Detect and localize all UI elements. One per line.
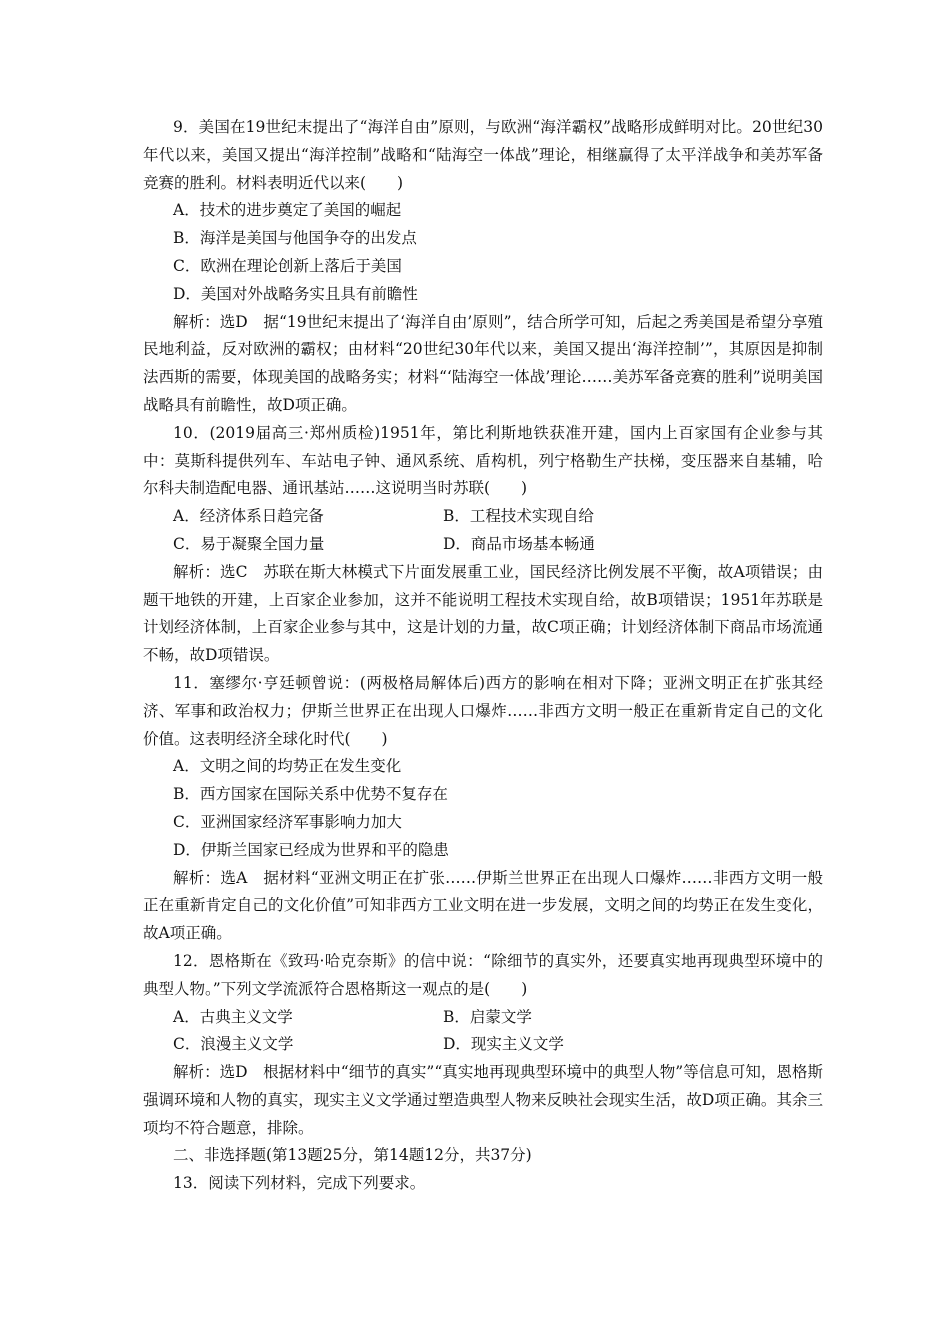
question-11-option-b: B．西方国家在国际关系中优势不复存在 <box>173 785 448 804</box>
document-page <box>143 114 823 1198</box>
question-12-options-row-1 <box>143 1004 823 1032</box>
section-2-heading: 二、非选择题(第13题25分，第14题12分，共37分) <box>173 1146 532 1165</box>
question-9-option-a: A．技术的进步奠定了美国的崛起 <box>173 201 402 220</box>
question-10-option-d: D．商品市场基本畅通 <box>443 534 595 553</box>
question-12-analysis: 解析：选D 根据材料中“细节的真实”“真实地再现典型环境中的典型人物”等信息可知，恩格斯强调环境和人物的真实，现实主义文学通过塑造典型人物来反映社会现实生活，故D项正确。其余三项均不符合题意，排除。 <box>143 1063 823 1137</box>
question-12-option-d: D．现实主义文学 <box>443 1035 564 1054</box>
question-11-option-c: C．亚洲国家经济军事影响力加大 <box>173 812 402 831</box>
question-9-stem: 9．美国在19世纪末提出了“海洋自由”原则，与欧洲“海洋霸权”战略形成鲜明对比。20世纪30年代以来，美国又提出“海洋控制”战略和“陆海空一体战”理论，相继赢得了太平洋战争和美苏军备竞赛的胜利。材料表明近代以来( ) <box>143 118 823 192</box>
question-9-analysis: 解析：选D 据“19世纪末提出了‘海洋自由’原则”，结合所学可知，后起之秀美国是希望分享殖民地利益，反对欧洲的霸权；由材料“20世纪30年代以来，美国又提出‘海洋控制’”，其原因是抑制法西斯的需要，体现美国的战略务实；材料“‘陆海空一体战’理论……美苏军备竞赛的胜利”说明美国战略具有前瞻性，故D项正确。 <box>143 312 823 414</box>
question-9-option-c: C．欧洲在理论创新上落后于美国 <box>173 256 402 275</box>
question-10-stem: 10．(2019届高三·郑州质检)1951年，第比利斯地铁获准开建，国内上百家国有企业参与其中：莫斯科提供列车、车站电子钟、通风系统、盾构机，列宁格勒生产扶梯，变压器来自基辅，哈尔科夫制造配电器、通讯基站……这说明当时苏联( ) <box>143 423 823 498</box>
question-9-option-d: D．美国对外战略务实且具有前瞻性 <box>173 284 418 303</box>
question-12-option-c: C．浪漫主义文学 <box>173 1035 294 1054</box>
question-11-stem: 11．塞缪尔·亨廷顿曾说：(两极格局解体后)西方的影响在相对下降；亚洲文明正在扩张其经济、军事和政治权力；伊斯兰世界正在出现人口爆炸……非西方文明一般正在重新肯定自己的文化价值。这表明经济全球化时代( ) <box>143 673 823 748</box>
question-10-option-c: C．易于凝聚全国力量 <box>173 534 325 553</box>
question-12-options-row-2 <box>143 1031 823 1059</box>
question-10-analysis: 解析：选C 苏联在斯大林模式下片面发展重工业，国民经济比例发展不平衡，故A项错误；由题干地铁的开建，上百家企业参加，这并不能说明工程技术实现自给，故B项错误；1951年苏联是计划经济体制，上百家企业参与其中，这是计划的力量，故C项正确；计划经济体制下商品市场流通不畅，故D项错误。 <box>143 562 823 665</box>
question-10-option-b: B．工程技术实现自给 <box>443 507 594 526</box>
question-12-stem: 12．恩格斯在《致玛·哈克奈斯》的信中说：“除细节的真实外，还要真实地再现典型环境中的典型人物。”下列文学流派符合恩格斯这一观点的是( ) <box>143 951 823 998</box>
question-12-option-a: A．古典主义文学 <box>173 1007 293 1026</box>
question-12-option-b: B．启蒙文学 <box>443 1007 532 1026</box>
question-13-stem: 13．阅读下列材料，完成下列要求。 <box>173 1174 426 1193</box>
question-10-options-row-2 <box>143 531 823 559</box>
question-11-option-a: A．文明之间的均势正在发生变化 <box>173 757 402 776</box>
question-10-option-a: A．经济体系日趋完备 <box>173 507 324 526</box>
question-10-options-row-1 <box>143 503 823 531</box>
question-11-analysis: 解析：选A 据材料“亚洲文明正在扩张……伊斯兰世界正在出现人口爆炸……非西方文明一般正在重新肯定自己的文化价值”可知非西方工业文明在进一步发展，文明之间的均势正在发生变化，故A项正确。 <box>143 868 823 943</box>
question-11-option-d: D．伊斯兰国家已经成为世界和平的隐患 <box>173 840 449 859</box>
question-9-option-b: B．海洋是美国与他国争夺的出发点 <box>173 229 417 248</box>
